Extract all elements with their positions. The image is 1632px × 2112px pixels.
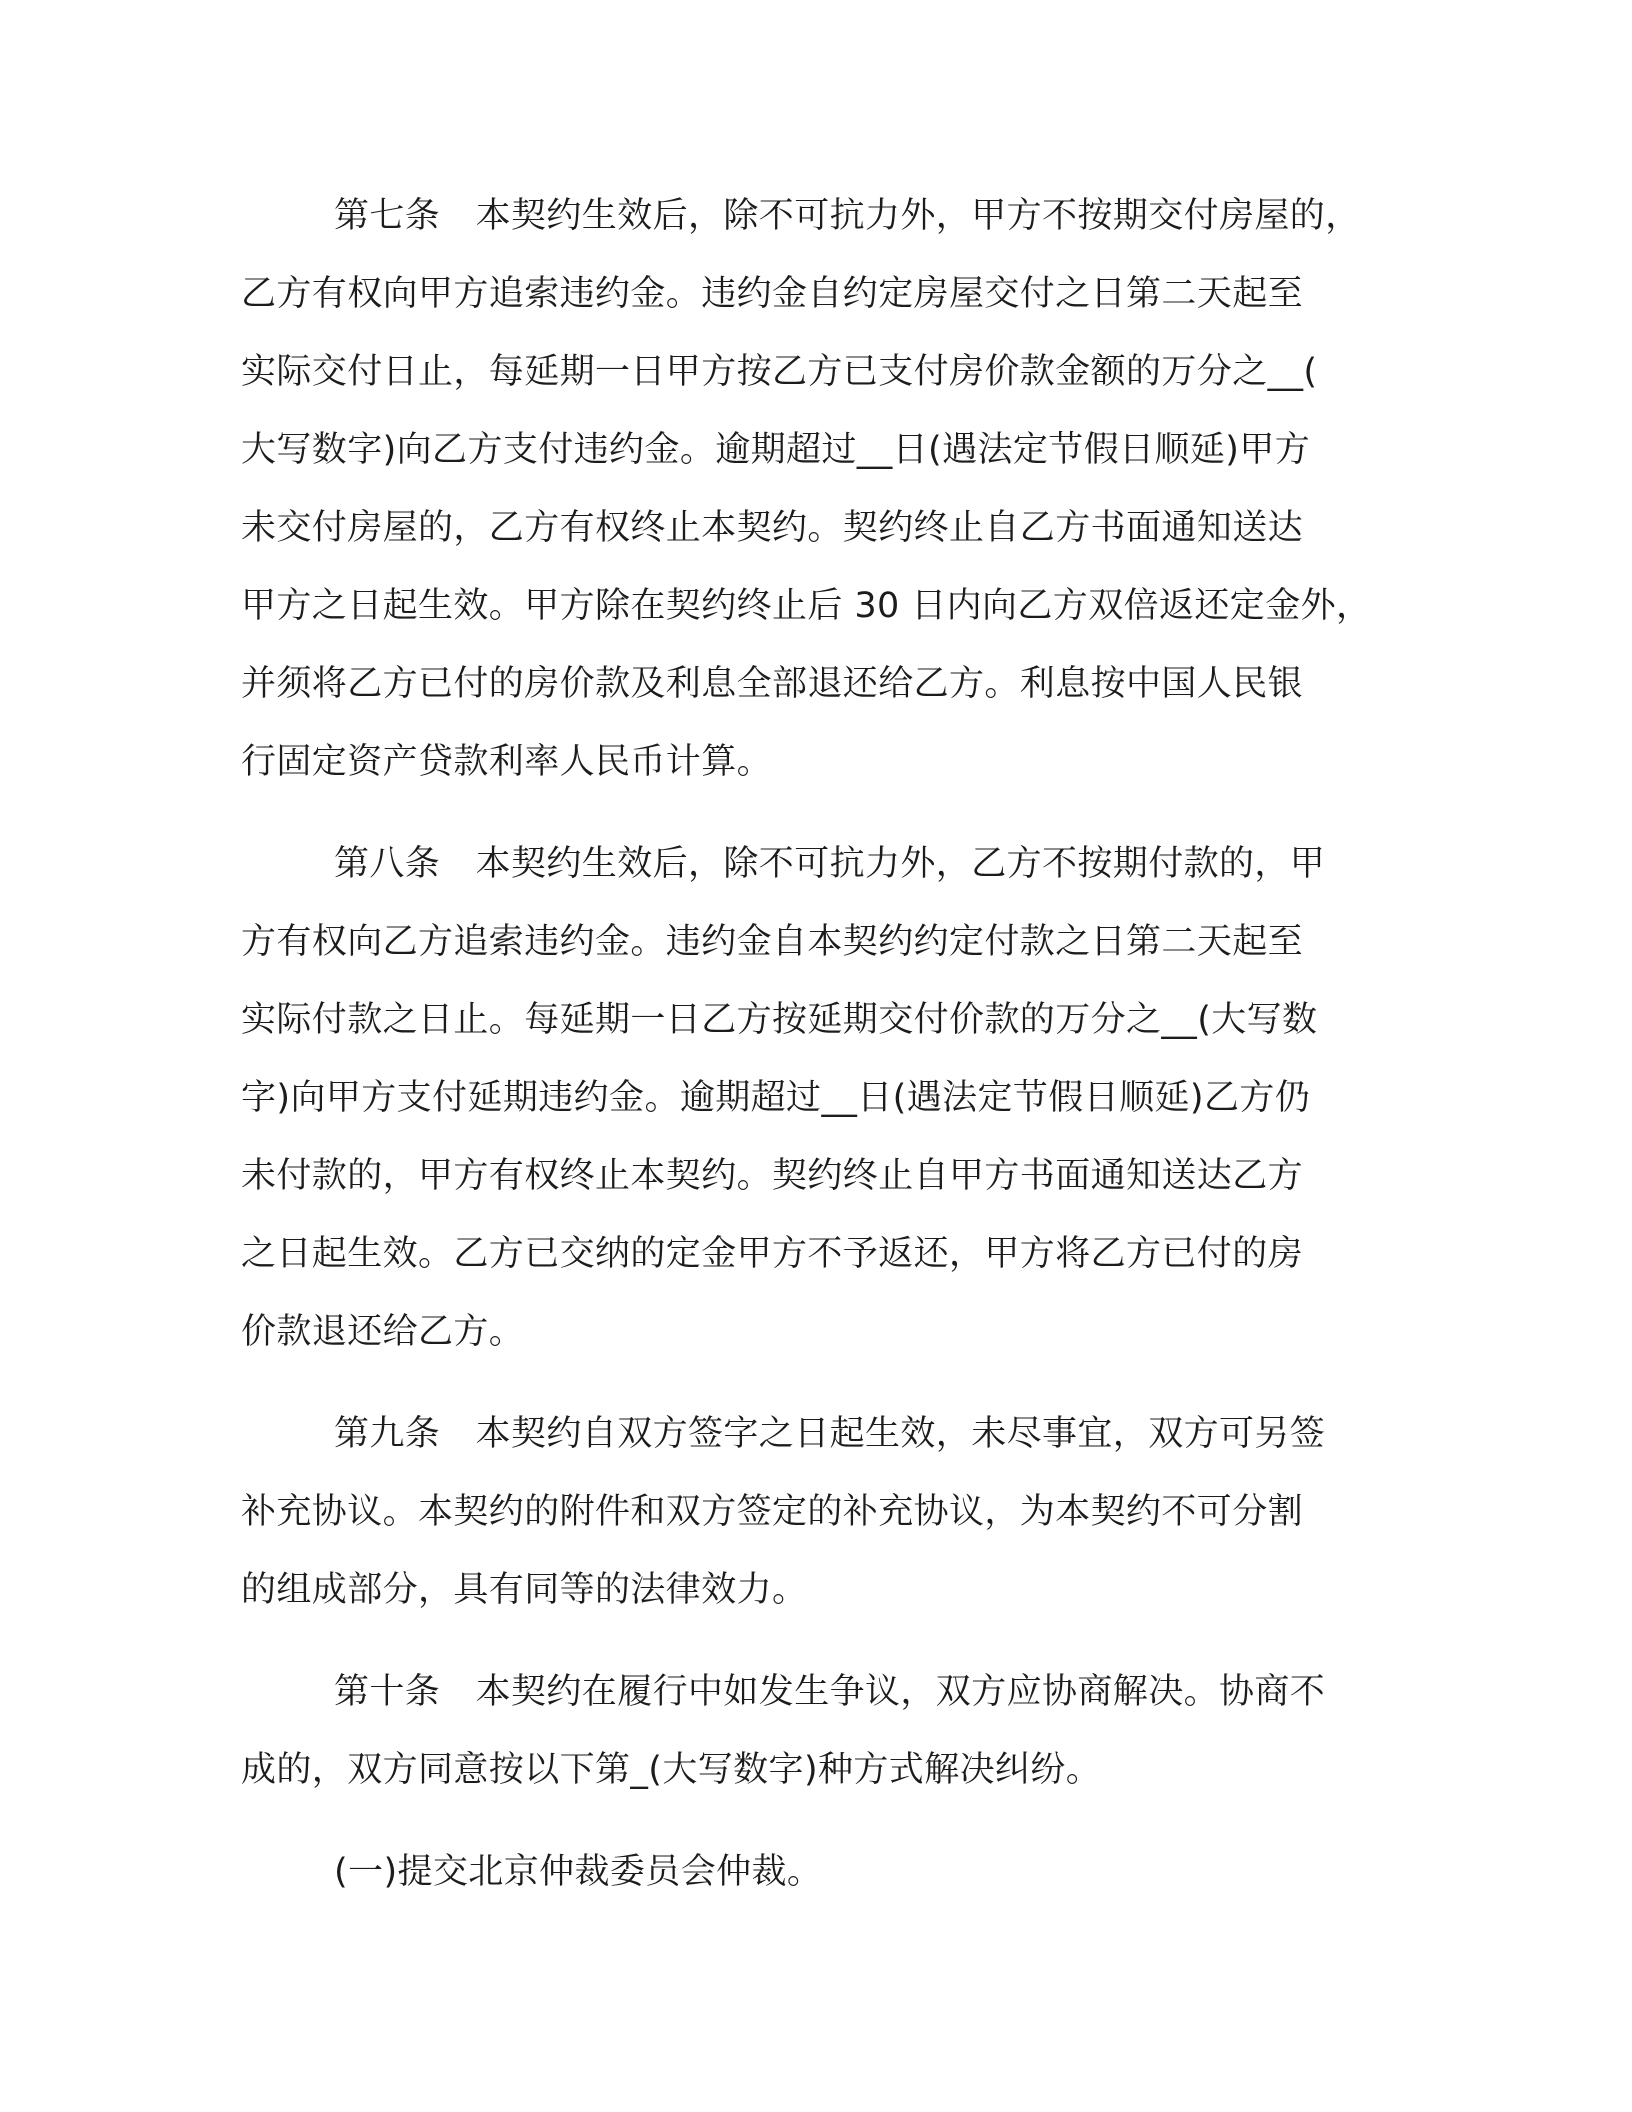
article-8-line-5: 未付款的，甲方有权终止本契约。契约终止自甲方书面通知送达乙方	[241, 1156, 1304, 1196]
article-7-line-4: 大写数字)向乙方支付违约金。逾期超过__日(遇法定节假日顺延)甲方	[241, 430, 1311, 470]
article-9-line-1: 第九条 本契约自双方签字之日起生效，未尽事宜，双方可另签	[334, 1414, 1326, 1454]
article-10-line-2: 成的，双方同意按以下第_(大写数字)种方式解决纠纷。	[241, 1750, 1102, 1790]
article-7-line-5: 未交付房屋的，乙方有权终止本契约。契约终止自乙方书面通知送达	[241, 508, 1304, 548]
article-8-line-4: 字)向甲方支付延期违约金。逾期超过__日(遇法定节假日顺延)乙方仍	[241, 1078, 1311, 1118]
article-9-line-2: 补充协议。本契约的附件和双方签定的补充协议，为本契约不可分割	[241, 1492, 1304, 1532]
article-10-line-1: 第十条 本契约在履行中如发生争议，双方应协商解决。协商不	[334, 1672, 1326, 1712]
arbitration-option-1: (一)提交北京仲裁委员会仲裁。	[334, 1852, 823, 1892]
article-7-line-1: 第七条 本契约生效后，除不可抗力外，甲方不按期交付房屋的，	[334, 196, 1361, 236]
article-8-line-2: 方有权向乙方追索违约金。违约金自本契约约定付款之日第二天起至	[241, 922, 1304, 962]
article-7-line-2: 乙方有权向甲方追索违约金。违约金自约定房屋交付之日第二天起至	[241, 274, 1304, 314]
article-8-line-6: 之日起生效。乙方已交纳的定金甲方不予返还，甲方将乙方已付的房	[241, 1234, 1304, 1274]
article-8-line-1: 第八条 本契约生效后，除不可抗力外，乙方不按期付款的，甲	[334, 844, 1326, 884]
article-7-line-6: 甲方之日起生效。甲方除在契约终止后 30 日内向乙方双倍返还定金外，	[241, 586, 1372, 626]
article-8-line-3: 实际付款之日止。每延期一日乙方按延期交付价款的万分之__(大写数	[241, 1000, 1318, 1040]
article-7-line-3: 实际交付日止，每延期一日甲方按乙方已支付房价款金额的万分之__(	[241, 352, 1318, 392]
article-9-line-3: 的组成部分，具有同等的法律效力。	[241, 1570, 808, 1610]
article-8-line-7: 价款退还给乙方。	[241, 1312, 525, 1352]
article-7-line-8: 行固定资产贷款利率人民币计算。	[241, 742, 773, 782]
article-7-line-7: 并须将乙方已付的房价款及利息全部退还给乙方。利息按中国人民银	[241, 664, 1304, 704]
